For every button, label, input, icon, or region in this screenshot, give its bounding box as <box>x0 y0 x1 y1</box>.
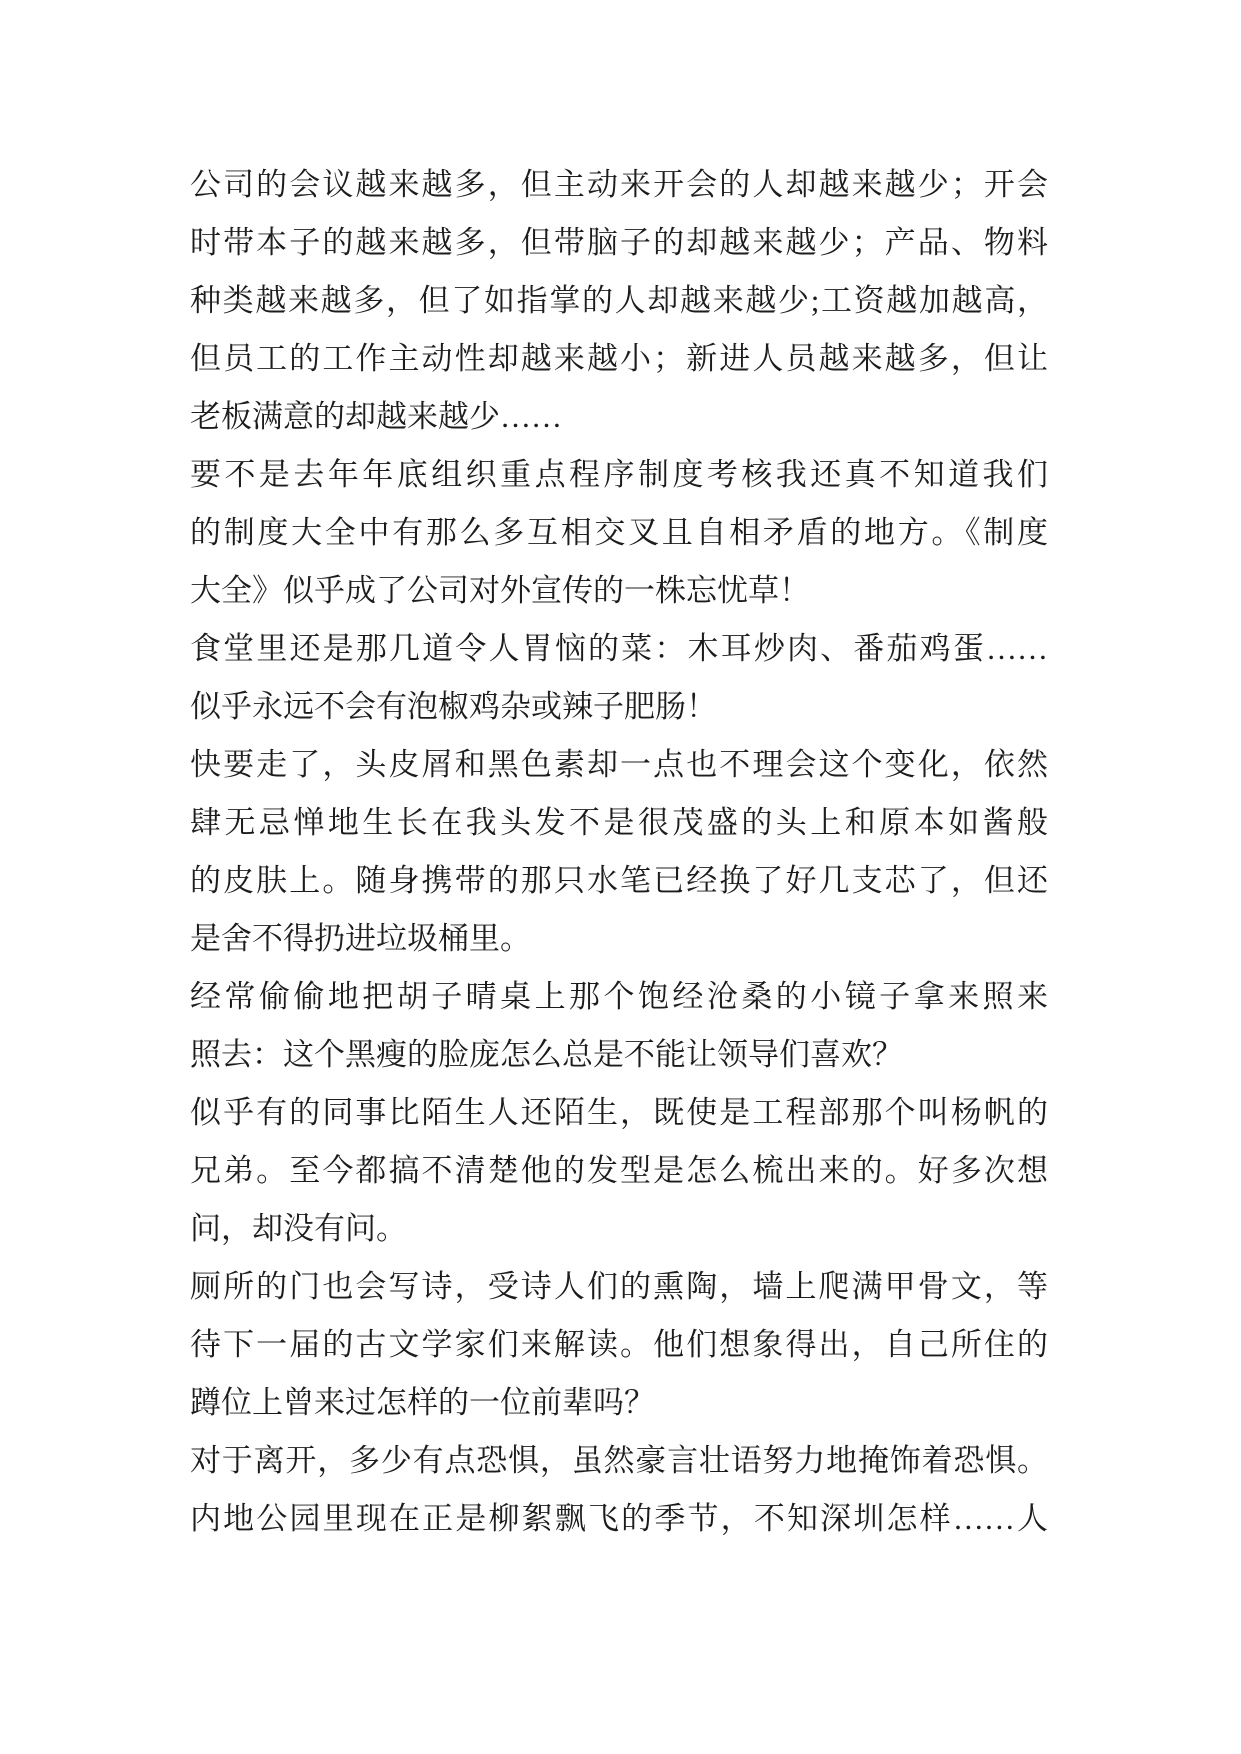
text-line: 是舍不得扔进垃圾桶里。 <box>190 921 531 956</box>
paragraph <box>190 156 1048 446</box>
paragraph <box>190 446 1048 620</box>
text-line: 快要走了，头皮屑和黑色素却一点也不理会这个变化，依然 <box>190 747 1048 782</box>
text-line: 对于离开，多少有点恐惧，虽然豪言壮语努力地掩饰着恐惧。 <box>190 1443 1048 1478</box>
text-line: 问，却没有问。 <box>190 1211 407 1246</box>
paragraph <box>190 620 1048 736</box>
text-line: 种类越来越多，但了如指掌的人却越来越少;工资越加越高， <box>190 283 1048 318</box>
paragraph <box>190 736 1048 968</box>
text-line: 内地公园里现在正是柳絮飘飞的季节，不知深圳怎样……人 <box>190 1501 1048 1536</box>
text-line: 大全》似乎成了公司对外宣传的一株忘忧草！ <box>190 573 810 608</box>
paragraph <box>190 1432 1048 1548</box>
text-line: 厕所的门也会写诗，受诗人们的熏陶，墙上爬满甲骨文，等 <box>190 1269 1048 1304</box>
paragraph <box>190 1084 1048 1258</box>
text-line: 经常偷偷地把胡子晴桌上那个饱经沧桑的小镜子拿来照来 <box>190 979 1048 1014</box>
text-line: 照去：这个黑瘦的脸庞怎么总是不能让领导们喜欢？ <box>190 1037 903 1072</box>
paragraph <box>190 968 1048 1084</box>
text-line: 要不是去年年底组织重点程序制度考核我还真不知道我们 <box>190 457 1048 492</box>
text-line: 但员工的工作主动性却越来越小；新进人员越来越多，但让 <box>190 341 1048 376</box>
text-line: 似乎有的同事比陌生人还陌生，既使是工程部那个叫杨帆的 <box>190 1095 1048 1130</box>
text-line: 公司的会议越来越多，但主动来开会的人却越来越少；开会 <box>190 167 1048 202</box>
text-line: 肆无忌惮地生长在我头发不是很茂盛的头上和原本如酱般 <box>190 805 1048 840</box>
text-line: 的制度大全中有那么多互相交叉且自相矛盾的地方。《制度 <box>190 515 1048 550</box>
text-line: 似乎永远不会有泡椒鸡杂或辣子肥肠！ <box>190 689 717 724</box>
text-line: 兄弟。至今都搞不清楚他的发型是怎么梳出来的。好多次想 <box>190 1153 1048 1188</box>
text-line: 的皮肤上。随身携带的那只水笔已经换了好几支芯了，但还 <box>190 863 1048 898</box>
text-line: 时带本子的越来越多，但带脑子的却越来越少；产品、物料 <box>190 225 1048 260</box>
paragraph <box>190 1258 1048 1432</box>
text-line: 食堂里还是那几道令人胃恼的菜：木耳炒肉、番茄鸡蛋…… <box>190 631 1048 666</box>
text-line: 老板满意的却越来越少…… <box>190 399 562 434</box>
text-line: 蹲位上曾来过怎样的一位前辈吗？ <box>190 1385 655 1420</box>
text-line: 待下一届的古文学家们来解读。他们想象得出，自己所住的 <box>190 1327 1048 1362</box>
body-text <box>190 156 1048 1548</box>
